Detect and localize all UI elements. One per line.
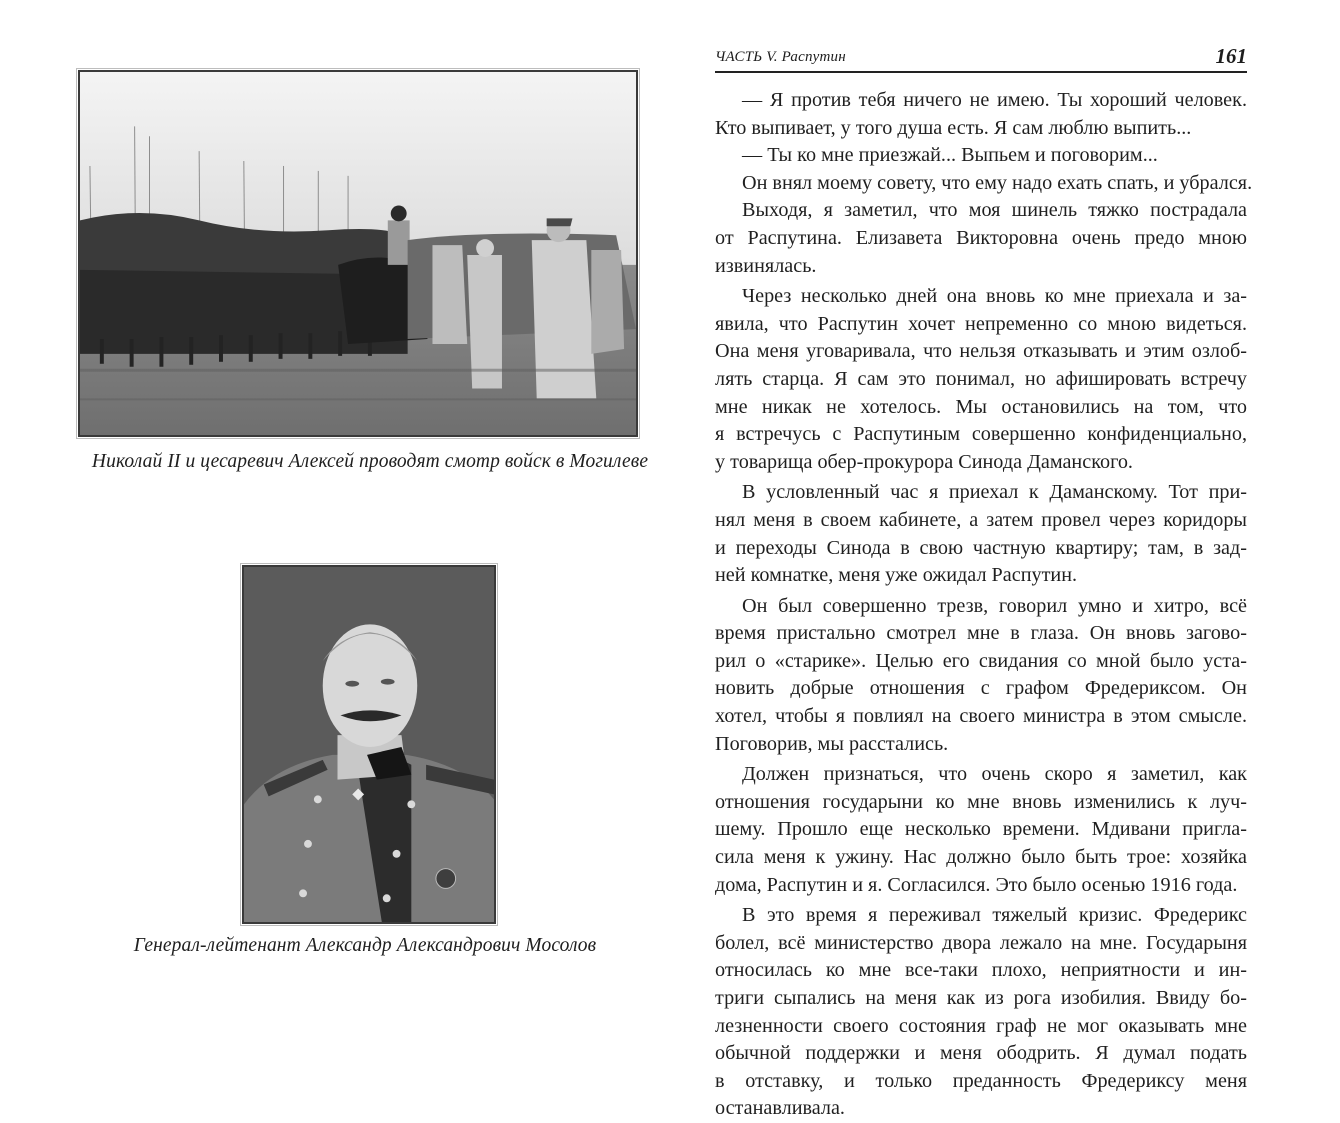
paragraph [715,902,1247,1123]
text-line: Кто выпивает, у того душа есть. Я сам люблю выпить... [715,116,1192,139]
text-line: время пристально смотрел мне в глаза. Он вновь загово- [715,622,1247,645]
chapter-title: ЧАСТЬ V. Распутин [715,49,846,65]
text-line: болел, всё министерство двора лежало на мне. Государыня [715,931,1247,954]
text-line: рил о «старике». Целью его свидания со мной было уста- [715,649,1247,672]
troop-review-photo [78,70,638,437]
text-line: шему. Прошло еще несколько времени. Мдивани пригла- [715,818,1247,841]
paragraph [715,170,1253,198]
text-line: останавливала. [715,1097,845,1120]
right-page [680,0,1340,1120]
text-line: Он внял моему совету, что ему надо ехать спать, и убрался. [742,171,1253,194]
text-line: новить добрые отношения с графом Фредериксом. Он [715,677,1247,700]
text-line: явила, что Распутин хочет непременно со мною видеться. [715,312,1247,335]
text-line: и переходы Синода в свою частную квартиру; там, в зад- [715,536,1247,559]
text-line: Она меня уговаривала, что нельзя отказывать и этим озлоб- [715,340,1247,363]
text-line: мне никак не хотелось. Мы остановились на том, что [715,395,1247,418]
general-portrait-illustration [244,567,494,922]
text-line: лять старца. Я сам это понимал, но афишировать встречу [715,367,1247,390]
general-portrait-photo [242,565,496,924]
text-line: триги сыпались на меня как из рога изобилия. Ввиду бо- [715,987,1247,1009]
text-line: извинялась. [715,254,817,277]
text-line: хотел, чтобы я повлиял на своего министра в этом смысле. [715,705,1247,728]
text-line: Выходя, я заметил, что моя шинель тяжко пострадала [742,199,1247,222]
text-line: В это время я переживал тяжелый кризис. Фредерикс [742,904,1247,927]
text-line: — Ты ко мне приезжай... Выпьем и поговорим... [742,144,1158,167]
text-line: Он был совершенно трезв, говорил умно и хитро, всё [742,594,1247,617]
text-line: сила меня к ужину. Нас должно было быть трое: хозяйка [715,846,1247,869]
text-line: Поговорив, мы расстались. [715,732,949,755]
page-number: 161 [1215,44,1247,68]
paragraph [715,761,1247,899]
paragraph [715,479,1247,589]
paragraph [715,87,1247,142]
paragraph [715,142,1247,170]
paragraph [715,283,1247,476]
text-line: ней комнатке, меня уже ожидал Распутин. [715,564,1078,587]
text-line: обычной поддержки и меня ободрить. Я думал подать [715,1042,1247,1065]
text-line: я встречусь с Распутиным совершенно конфиденциально, [715,423,1247,446]
general-portrait-caption: Генерал-лейтенант Александр Александрович Мосолов [133,935,597,956]
text-line: относилась ко мне все-таки плохо, неприятности и ин- [715,959,1247,982]
text-line: Должен признаться, что очень скоро я заметил, как [742,763,1247,786]
text-line: Через несколько дней она вновь ко мне приехала и за- [742,285,1247,308]
left-page [0,0,680,1080]
text-line: дома, Распутин и я. Согласился. Это было осенью 1916 года. [715,873,1238,896]
troop-review-photo-illustration [80,72,636,435]
text-line: в отставку, и только преданность Фредериксу меня [715,1069,1247,1092]
text-line: нял меня в своем кабинете, а затем провел через коридоры [715,508,1247,531]
troop-review-caption: Николай II и цесаревич Алексей проводят смотр войск в Могилеве [91,451,649,472]
text-line: от Распутина. Елизавета Викторовна очень предо мною [715,226,1247,249]
text-line: отношения государыни ко мне вновь изменились к луч- [715,790,1247,813]
text-line: у товарища обер-прокурора Синода Даманского. [715,450,1133,473]
paragraph [715,593,1247,759]
body-text [715,87,1253,1123]
text-line: — Я против тебя ничего не имею. Ты хороший человек. [742,89,1247,111]
text-line: В условленный час я приехал к Даманскому. Тот при- [742,481,1247,504]
text-line: лезненности своего состояния граф не мог оказывать мне [715,1014,1247,1037]
paragraph [715,197,1247,280]
running-head [715,44,1247,73]
